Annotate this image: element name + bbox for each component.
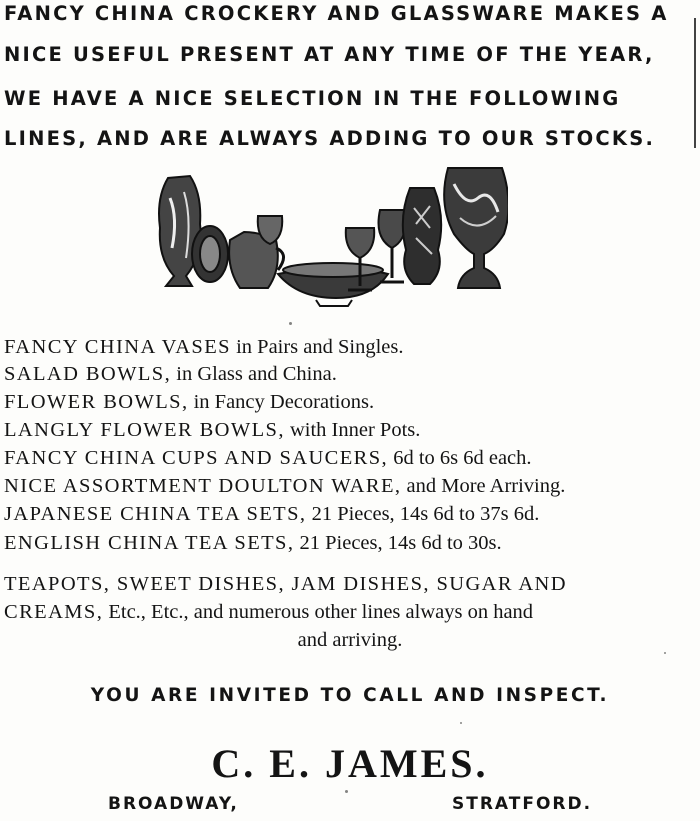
china-and-glassware-engraving-icon bbox=[148, 158, 508, 308]
item-cups-and-saucers: FANCY CHINA CUPS AND SAUCERS, 6d to 6s 6d each. bbox=[4, 447, 532, 469]
print-speck bbox=[460, 722, 462, 724]
invitation: YOU ARE INVITED TO CALL AND INSPECT. bbox=[90, 685, 610, 706]
item-flower-bowls: FLOWER BOWLS, in Fancy Decorations. bbox=[4, 391, 375, 413]
item-english-tea-sets: ENGLISH CHINA TEA SETS, 21 Pieces, 14s 6d to 30s. bbox=[4, 532, 502, 554]
merchant-name: C. E. JAMES. bbox=[211, 741, 489, 786]
item-langly-flower-bowls: LANGLY FLOWER BOWLS, with Inner Pots. bbox=[4, 419, 421, 441]
address-street: BROADWAY, bbox=[108, 794, 239, 814]
print-speck bbox=[289, 322, 292, 325]
closing-line-1: TEAPOTS, SWEET DISHES, JAM DISHES, SUGAR AND bbox=[4, 573, 567, 595]
headline-line-3: WE HAVE A NICE SELECTION IN THE FOLLOWING bbox=[4, 87, 621, 110]
item-salad-bowls: SALAD BOWLS, in Glass and China. bbox=[4, 363, 337, 385]
item-vases: FANCY CHINA VASES in Pairs and Singles. bbox=[4, 336, 404, 358]
headline-line-2: NICE USEFUL PRESENT AT ANY TIME OF THE YEAR, bbox=[4, 43, 655, 66]
column-rule bbox=[694, 18, 696, 148]
print-speck bbox=[664, 652, 666, 654]
item-japanese-tea-sets: JAPANESE CHINA TEA SETS, 21 Pieces, 14s 6d to 37s 6d. bbox=[4, 503, 540, 525]
address-town: STRATFORD. bbox=[452, 794, 593, 814]
headline-line-4: LINES, AND ARE ALWAYS ADDING TO OUR STOCKS. bbox=[4, 127, 656, 150]
closing-line-2: CREAMS, Etc., Etc., and numerous other lines always on hand bbox=[4, 601, 534, 623]
print-speck bbox=[345, 790, 348, 793]
item-doulton-ware: NICE ASSORTMENT DOULTON WARE, and More Arriving. bbox=[4, 475, 566, 497]
headline-line-1: FANCY CHINA CROCKERY AND GLASSWARE MAKES A bbox=[4, 2, 669, 25]
closing-line-3: and arriving. bbox=[297, 629, 403, 651]
